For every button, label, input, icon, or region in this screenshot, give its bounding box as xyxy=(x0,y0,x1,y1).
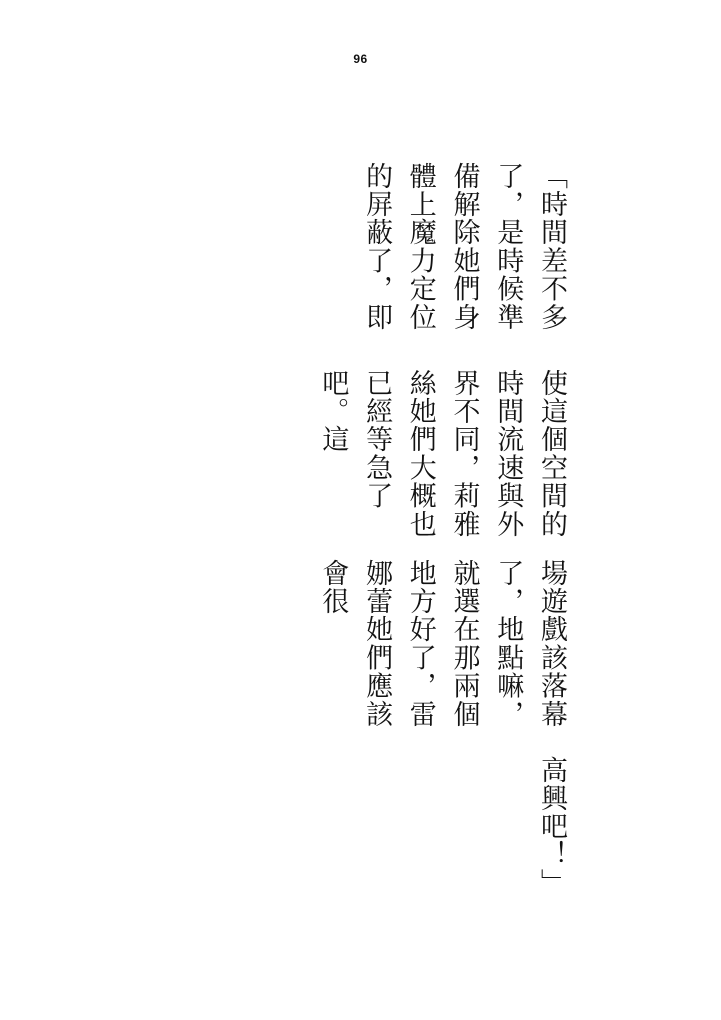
text-column: 場遊戲該落幕了，地點嘛，就選在那兩個地方好了，雷娜蕾她們應該會很 xyxy=(317,559,567,729)
text-column: 使這個空間的時間流速與外界不同，莉雅絲她們大概也已經等急了吧。這 xyxy=(317,368,567,538)
vertical-text-body xyxy=(311,86,573,946)
text-column: 高興吧！」 xyxy=(536,755,567,897)
text-column: 「時間差不多了，是時候準備解除她們身體上魔力定位的屏蔽了，即 xyxy=(361,162,567,332)
page-number: 96 xyxy=(353,52,368,66)
